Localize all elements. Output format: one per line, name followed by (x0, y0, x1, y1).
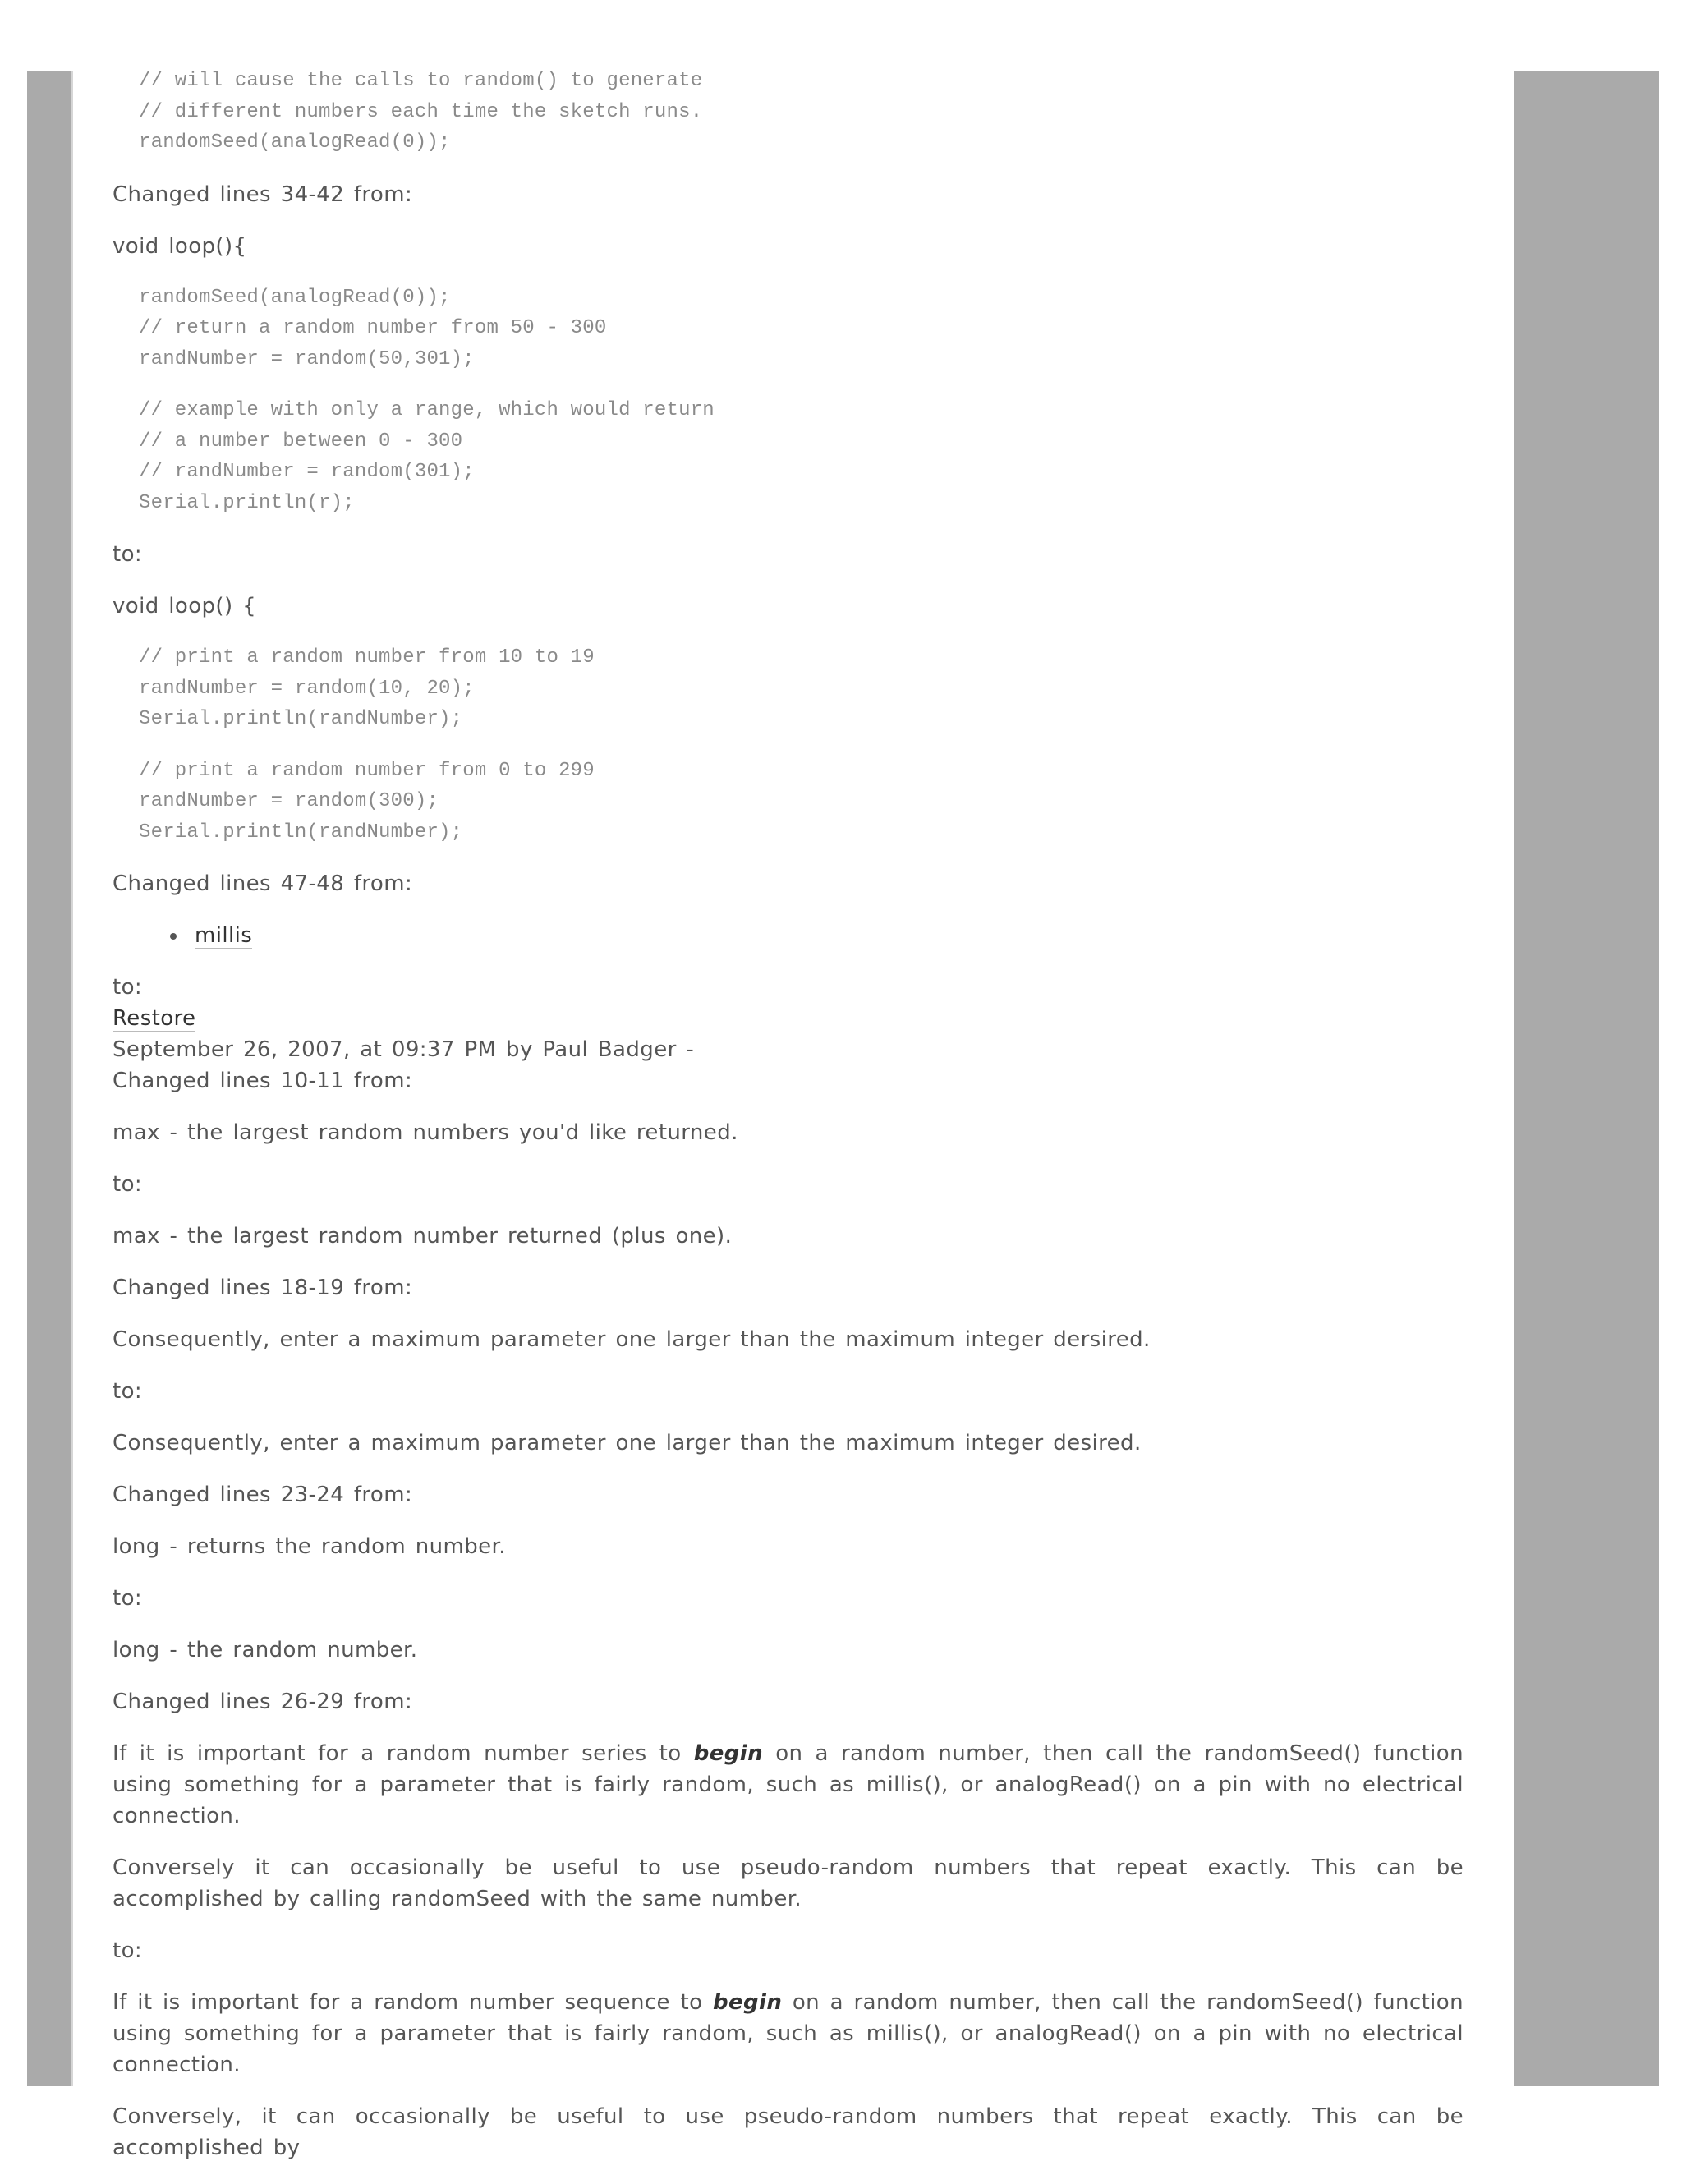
right-gutter (1514, 71, 1659, 2086)
conseq-old-text: Consequently, enter a maximum parameter one larger than the maximum integer dersired. (113, 1327, 1151, 1352)
seed-old-text (113, 1738, 1464, 1832)
seed-new-text (113, 1987, 1464, 2081)
seed-old-pre: If it is important for a random number series to (113, 1741, 694, 1766)
code-block-new-a: // print a random number from 10 to 19 randNumber = random(10, 20); Serial.println(randNumber); (139, 646, 595, 730)
void-loop-old: void loop(){ (113, 233, 247, 259)
long-old-text: long - returns the random number. (113, 1534, 506, 1559)
seed-new-post: on a random number, then call the randomSeed() function using something for a parameter that is fairly random, such as millis(), or analogRead() on a pin with no electrical connection. (113, 1990, 1464, 2077)
void-loop-new: void loop() { (113, 594, 257, 618)
to-label-6: to: (113, 1938, 143, 1963)
millis-link[interactable]: millis (195, 923, 253, 948)
max-old-text: max - the largest random numbers you'd like returned. (113, 1120, 738, 1145)
restore-row (113, 1003, 1464, 1034)
code-block-seed-comment: // will cause the calls to random() to generate // different numbers each time the sketch runs. randomSeed(analogRead(0)); (139, 70, 703, 154)
seed-new-pre: If it is important for a random number sequence to (113, 1990, 713, 2015)
diff-header-26-29: Changed lines 26-29 from: (113, 1690, 413, 1714)
code-block-old-b: // example with only a range, which would return // a number between 0 - 300 // randNumber = random(301); Serial.println(r); (139, 399, 715, 514)
max-new-text: max - the largest random number returned (plus one). (113, 1224, 733, 1248)
code-block-new-b: // print a random number from 0 to 299 randNumber = random(300); Serial.println(randNumber); (139, 759, 595, 844)
revision-meta: September 26, 2007, at 09:37 PM by Paul Badger - (113, 1037, 695, 1062)
seed-old-emph: begin (693, 1741, 764, 1766)
revision-diff-content (113, 71, 1464, 2184)
seed-new-emph: begin (713, 1990, 783, 2015)
conseq-new-text: Consequently, enter a maximum parameter one larger than the maximum integer desired. (113, 1431, 1142, 1455)
to-label-3: to: (113, 1172, 143, 1197)
to-label-2: to: (113, 975, 143, 1000)
to-label-4: to: (113, 1379, 143, 1404)
conversely-old-text: Conversely it can occasionally be useful to use pseudo-random numbers that repeat exactly. This can be accomplished by calling randomSeed with the same number. (113, 1855, 1464, 1911)
conversely-new-text: Conversely, it can occasionally be useful to use pseudo-random numbers that repeat exactly. This can be accomplished by (113, 2104, 1464, 2160)
list-item (195, 920, 1464, 951)
diff-header-18-19: Changed lines 18-19 from: (113, 1276, 413, 1300)
restore-link[interactable]: Restore (113, 1006, 196, 1031)
see-also-list (113, 920, 1464, 951)
to-label-5: to: (113, 1586, 143, 1611)
diff-header-23-24: Changed lines 23-24 from: (113, 1483, 413, 1507)
left-gutter (27, 71, 73, 2086)
diff-header-47-48: Changed lines 47-48 from: (113, 871, 413, 896)
long-new-text: long - the random number. (113, 1638, 418, 1662)
diff-header-10-11: Changed lines 10-11 from: (113, 1069, 413, 1093)
page-frame (27, 70, 1659, 2160)
seed-old-post: on a random number, then call the randomSeed() function using something for a parameter that is fairly random, such as millis(), or analogRead() on a pin with no electrical connection. (113, 1741, 1464, 1828)
to-label-1: to: (113, 542, 143, 567)
diff-header-34-42: Changed lines 34-42 from: (113, 182, 413, 207)
code-block-old-a: randomSeed(analogRead(0)); // return a random number from 50 - 300 randNumber = random(50,301); (139, 286, 607, 370)
